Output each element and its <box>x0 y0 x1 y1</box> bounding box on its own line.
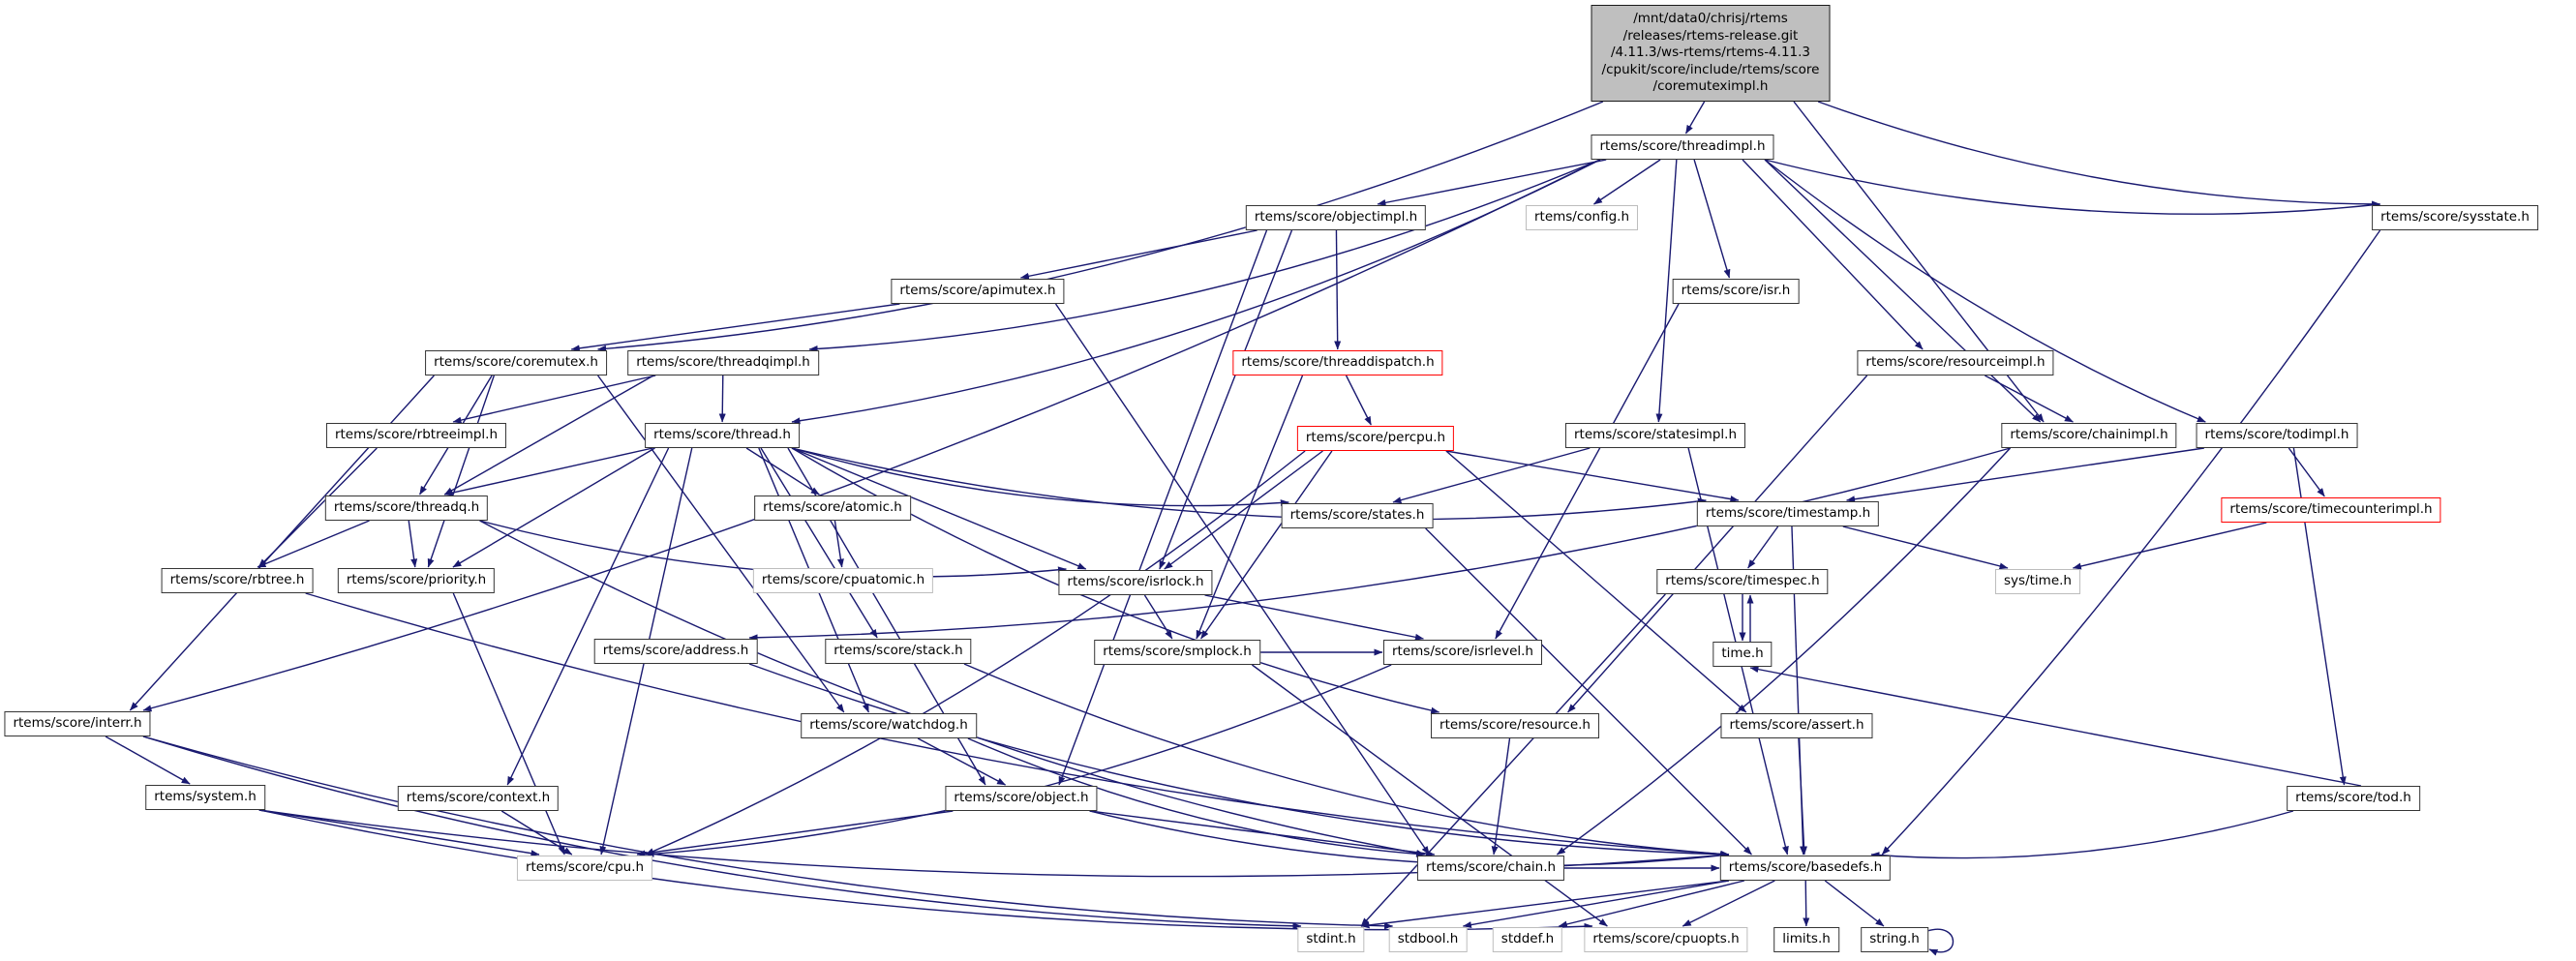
edge-threadimpl-config <box>1593 160 1660 204</box>
node-priority[interactable]: rtems/score/priority.h <box>338 568 495 593</box>
edge-threadq-priority <box>409 521 415 567</box>
edge-timecounterimpl-systime <box>2073 523 2266 568</box>
edge-object-basedefs <box>1090 811 1729 865</box>
root-label-line: /cpukit/score/include/rtems/score <box>1601 61 1820 77</box>
node-threadqimpl[interactable]: rtems/score/threadqimpl.h <box>627 350 819 375</box>
edge-timestamp-timespec <box>1748 526 1778 568</box>
node-chainimpl[interactable]: rtems/score/chainimpl.h <box>2001 423 2176 448</box>
edge-basedefs-limits <box>1805 881 1806 926</box>
edge-interr-stdbool <box>143 736 1393 926</box>
edge-threadimpl-objectimpl <box>1378 160 1606 204</box>
edge-timestamp-systime <box>1843 526 2008 568</box>
node-cpuatomic: rtems/score/cpuatomic.h <box>753 568 933 593</box>
edge-threadqimpl-thread <box>722 375 723 422</box>
edge-threadimpl-todimpl <box>1765 160 2205 422</box>
node-stack[interactable]: rtems/score/stack.h <box>825 639 971 664</box>
edge-resource-chain <box>1494 738 1510 855</box>
node-root <box>1591 5 1831 102</box>
edge-objectimpl-isrlock <box>1160 230 1292 569</box>
edge-threadimpl-threadqimpl <box>809 160 1600 349</box>
edge-objectimpl-object <box>1059 230 1267 785</box>
node-systime: sys/time.h <box>1995 569 2080 594</box>
node-resource[interactable]: rtems/score/resource.h <box>1431 713 1599 738</box>
node-system[interactable]: rtems/system.h <box>145 785 265 810</box>
edge-threadq-rbtree <box>258 521 370 567</box>
node-smplock[interactable]: rtems/score/smplock.h <box>1094 640 1260 665</box>
edge-basedefs-string <box>1825 881 1884 926</box>
node-cpuopts: rtems/score/cpuopts.h <box>1584 927 1747 952</box>
edge-todimpl-timecounterimpl <box>2288 448 2324 496</box>
edge-resourceimpl-chainimpl <box>1985 375 2073 422</box>
node-timespec[interactable]: rtems/score/timespec.h <box>1656 569 1828 594</box>
node-threadimpl[interactable]: rtems/score/threadimpl.h <box>1591 135 1773 160</box>
edge-chainimpl-address <box>749 448 2011 638</box>
node-stddef: stddef.h <box>1493 927 1562 952</box>
node-states[interactable]: rtems/score/states.h <box>1282 503 1434 528</box>
edge-percpu-smplock <box>1201 451 1332 639</box>
node-tod[interactable]: rtems/score/tod.h <box>2287 786 2420 811</box>
edge-smplock-cpuopts <box>1252 665 1607 926</box>
edge-basedefs-stddef <box>1559 881 1743 926</box>
node-context[interactable]: rtems/score/context.h <box>398 786 559 811</box>
edge-isrlock-isrlevel <box>1205 595 1424 639</box>
edge-root-threadimpl <box>1685 102 1704 134</box>
node-chain[interactable]: rtems/score/chain.h <box>1417 856 1564 881</box>
node-statesimpl[interactable]: rtems/score/statesimpl.h <box>1565 423 1745 448</box>
edge-string-string <box>1927 929 1954 952</box>
edge-threadimpl-sysstate <box>1765 160 2380 214</box>
node-timestamp[interactable]: rtems/score/timestamp.h <box>1697 501 1879 526</box>
edge-threaddispatch-percpu <box>1347 375 1372 425</box>
edge-object-cpu <box>637 811 953 855</box>
node-rbtreeimpl[interactable]: rtems/score/rbtreeimpl.h <box>326 423 506 448</box>
node-apimutex[interactable]: rtems/score/apimutex.h <box>891 279 1064 304</box>
node-stdbool: stdbool.h <box>1389 927 1468 952</box>
node-thread[interactable]: rtems/score/thread.h <box>645 423 800 448</box>
node-percpu[interactable]: rtems/score/percpu.h <box>1297 426 1454 451</box>
node-threaddispatch[interactable]: rtems/score/threaddispatch.h <box>1232 350 1442 375</box>
node-object[interactable]: rtems/score/object.h <box>945 786 1097 811</box>
edge-address-basedefs <box>749 664 1729 855</box>
node-isrlevel[interactable]: rtems/score/isrlevel.h <box>1383 640 1542 665</box>
edge-interr-system <box>106 736 190 784</box>
node-assert[interactable]: rtems/score/assert.h <box>1720 713 1872 738</box>
edge-statesimpl-states <box>1393 448 1590 502</box>
edge-stack-basedefs <box>964 664 1729 855</box>
edge-thread-threadq <box>444 448 652 495</box>
root-label-line: /releases/rtems-release.git <box>1622 27 1799 44</box>
edge-threadimpl-isr <box>1694 160 1729 278</box>
edge-thread-context <box>507 448 668 785</box>
edge-apimutex-coremutex <box>571 304 899 349</box>
edge-objectimpl-apimutex <box>1020 230 1257 278</box>
root-label-line: /coremuteximpl.h <box>1652 78 1769 95</box>
node-rbtree[interactable]: rtems/score/rbtree.h <box>162 568 314 593</box>
node-address[interactable]: rtems/score/address.h <box>594 639 758 664</box>
node-time[interactable]: time.h <box>1712 642 1772 667</box>
node-stdint: stdint.h <box>1297 927 1364 952</box>
node-limits[interactable]: limits.h <box>1773 927 1839 952</box>
edge-object-chain <box>1090 811 1435 855</box>
root-label-line: /mnt/data0/chrisj/rtems <box>1633 11 1788 26</box>
node-watchdog[interactable]: rtems/score/watchdog.h <box>801 713 977 738</box>
node-cpu: rtems/score/cpu.h <box>517 856 652 881</box>
edge-isr-isrlevel <box>1496 304 1679 639</box>
edge-basedefs-cpuopts <box>1682 881 1774 926</box>
edge-sysstate-basedefs <box>1882 230 2379 855</box>
node-isrlock[interactable]: rtems/score/isrlock.h <box>1058 570 1212 595</box>
edge-objectimpl-threaddispatch <box>1336 230 1337 349</box>
node-threadq[interactable]: rtems/score/threadq.h <box>325 496 488 521</box>
edge-system-cpuopts <box>259 810 1592 930</box>
node-string[interactable]: string.h <box>1861 927 1928 952</box>
node-config: rtems/config.h <box>1526 205 1638 230</box>
edge-threadqimpl-rbtreeimpl <box>453 375 655 422</box>
node-coremutex[interactable]: rtems/score/coremutex.h <box>425 350 607 375</box>
root-label-line: /4.11.3/ws-rtems/rtems-4.11.3 <box>1610 45 1811 61</box>
node-resourceimpl[interactable]: rtems/score/resourceimpl.h <box>1857 350 2053 375</box>
node-todimpl[interactable]: rtems/score/todimpl.h <box>2197 423 2358 448</box>
edge-isrlock-smplock <box>1144 595 1171 639</box>
edge-system-cpu <box>259 810 539 855</box>
node-basedefs[interactable]: rtems/score/basedefs.h <box>1720 856 1891 881</box>
edge-tod-basedefs <box>1871 811 2293 858</box>
node-isr[interactable]: rtems/score/isr.h <box>1673 279 1800 304</box>
node-interr[interactable]: rtems/score/interr.h <box>4 711 150 736</box>
edges-group <box>106 102 2380 952</box>
node-atomic[interactable]: rtems/score/atomic.h <box>754 496 911 521</box>
edge-basedefs-stdint <box>1361 881 1729 926</box>
node-timecounterimpl[interactable]: rtems/score/timecounterimpl.h <box>2221 497 2440 523</box>
edge-assert-basedefs <box>1799 738 1804 855</box>
edge-todimpl-timestamp <box>1847 448 2204 500</box>
edge-interr-stdint <box>143 736 1301 926</box>
edge-basedefs-stdbool <box>1463 881 1728 926</box>
node-sysstate[interactable]: rtems/score/sysstate.h <box>2372 205 2538 230</box>
edge-atomic-cpuatomic <box>834 521 841 567</box>
node-objectimpl[interactable]: rtems/score/objectimpl.h <box>1246 205 1426 230</box>
